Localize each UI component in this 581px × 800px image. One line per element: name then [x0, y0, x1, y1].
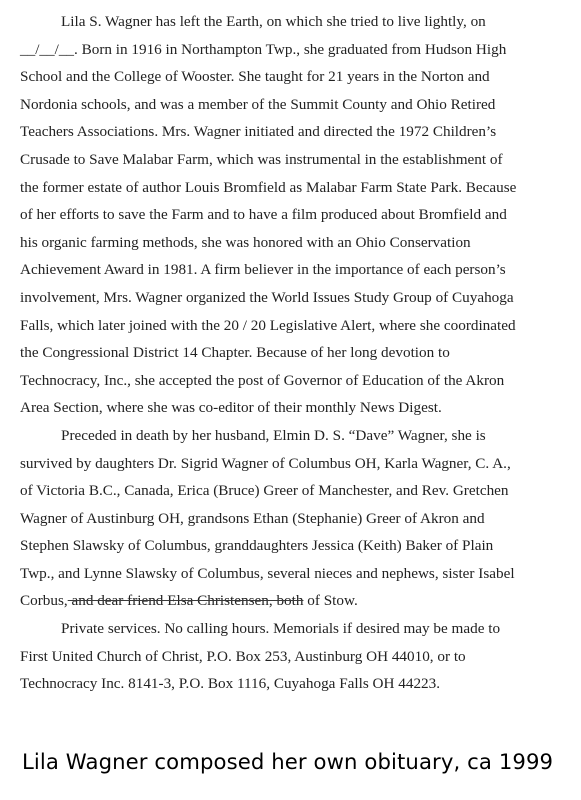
text-line: Technocracy Inc. 8141-3, P.O. Box 1116, Cuyahoga Falls OH 44223. [20, 675, 441, 693]
paragraph-biography [20, 8, 568, 422]
paragraph-services [20, 615, 568, 698]
text-line: Crusade to Save Malabar Farm, which was instrumental in the establishment of [20, 150, 503, 168]
obituary-text [20, 8, 568, 698]
text-line: Twp., and Lynne Slawsky of Columbus, several nieces and nephews, sister Isabel [20, 564, 515, 582]
text-line: __/__/__. Born in 1916 in Northampton Twp., she graduated from Hudson High [20, 40, 507, 58]
text-line: involvement, Mrs. Wagner organized the World Issues Study Group of Cuyahoga [20, 288, 514, 306]
text-after-strike: of Stow. [303, 592, 358, 610]
text-line: Technocracy, Inc., she accepted the post of Governor of Education of the Akron [20, 371, 505, 389]
text-line: Stephen Slawsky of Columbus, granddaughters Jessica (Keith) Baker of Plain [20, 537, 494, 555]
text-line: Preceded in death by her husband, Elmin D. S. “Dave” Wagner, she is [61, 426, 486, 444]
text-line: Achievement Award in 1981. A firm believer in the importance of each person’s [20, 261, 506, 279]
caption: Lila Wagner composed her own obituary, ca 1999 [22, 749, 554, 774]
text-line: Wagner of Austinburg OH, grandsons Ethan (Stephanie) Greer of Akron and [20, 509, 485, 527]
struck-text: and dear friend Elsa Christensen, both [67, 592, 304, 610]
text-line: Teachers Associations. Mrs. Wagner initiated and directed the 1972 Children’s [20, 123, 497, 141]
text-line: First United Church of Christ, P.O. Box 253, Austinburg OH 44010, or to [20, 647, 466, 665]
text-line: survived by daughters Dr. Sigrid Wagner of Columbus OH, Karla Wagner, C. A., [20, 454, 511, 472]
text-line: Lila S. Wagner has left the Earth, on which she tried to live lightly, on [61, 13, 486, 30]
text-line: Falls, which later joined with the 20 / 20 Legislative Alert, where she coordinated [20, 316, 516, 334]
text-line-with-strikethrough [20, 587, 568, 615]
text-line: Area Section, where she was co-editor of their monthly News Digest. [20, 399, 442, 417]
paragraph-survivors [20, 422, 568, 615]
text-line: of Victoria B.C., Canada, Erica (Bruce) Greer of Manchester, and Rev. Gretchen [20, 482, 509, 500]
text-line: the Congressional District 14 Chapter. Because of her long devotion to [20, 344, 450, 362]
text-line: Nordonia schools, and was a member of the Summit County and Ohio Retired [20, 95, 496, 113]
text-line: of her efforts to save the Farm and to have a film produced about Bromfield and [20, 206, 507, 224]
text-line: his organic farming methods, she was honored with an Ohio Conservation [20, 233, 471, 251]
text-line: the former estate of author Louis Bromfield as Malabar Farm State Park. Because [20, 178, 517, 196]
text-before-strike: Corbus, [20, 592, 68, 610]
text-line: School and the College of Wooster. She taught for 21 years in the Norton and [20, 68, 490, 86]
text-line: Private services. No calling hours. Memorials if desired may be made to [61, 620, 501, 638]
